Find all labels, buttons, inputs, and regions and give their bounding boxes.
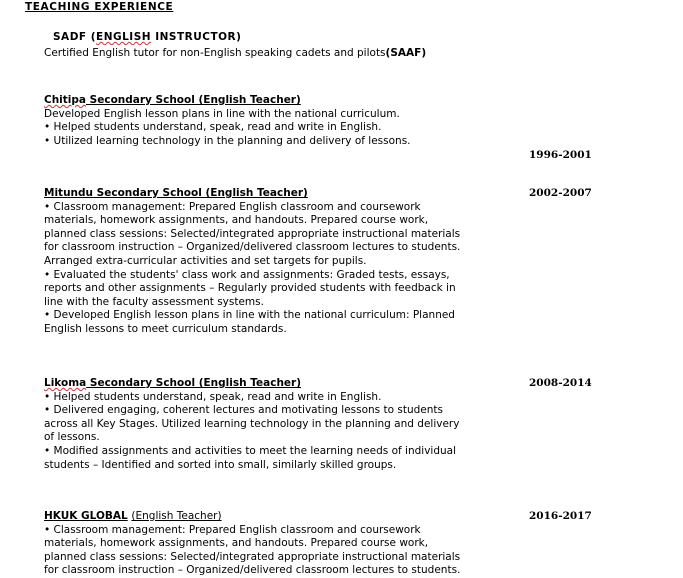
- job-date: 2008-2014: [529, 377, 592, 389]
- job-date: 1996-2001: [529, 149, 592, 161]
- job-line: English lessons to meet curriculum standards.: [44, 322, 287, 335]
- spellcheck-word: ENGLISH: [96, 31, 152, 43]
- job-line: • Classroom management: Prepared English classroom and coursework: [44, 200, 421, 213]
- job-line: • Utilized learning technology in the planning and delivery of lessons.: [44, 134, 411, 147]
- job-entry-chitipa: [44, 94, 484, 148]
- job-line: for classroom instruction – Organized/delivered classroom lectures to students.: [44, 564, 461, 577]
- job-line: • Helped students understand, speak, read and write in English.: [44, 121, 382, 134]
- job-line: of lessons.: [44, 431, 100, 444]
- job-line: materials, homework assignments, and handouts. Prepared course work,: [44, 537, 429, 550]
- job-line: • Evaluated the students' class work and assignments: Graded tests, essays,: [44, 268, 450, 281]
- job-date: 2016-2017: [529, 510, 592, 522]
- section-heading: TEACHING EXPERIENCE: [25, 1, 174, 13]
- job-line: across all Key Stages. Utilized learning technology in the planning and delivery: [44, 417, 460, 430]
- job-line: • Modified assignments and activities to meet the learning needs of individual: [44, 444, 457, 457]
- job-line: • Delivered engaging, coherent lectures and motivating lessons to students: [44, 404, 443, 417]
- job-line: Arranged extra-curricular activities and set targets for pupils.: [44, 254, 367, 267]
- job-title: HKUK GLOBAL (English Teacher): [44, 510, 222, 522]
- job-line: • Developed English lesson plans in line with the national curriculum: Planned: [44, 309, 455, 322]
- job-line: • Classroom management: Prepared English classroom and coursework: [44, 523, 421, 536]
- job-entry-mitundu: [44, 187, 484, 337]
- job-line: planned class sessions: Selected/integrated appropriate instructional materials: [44, 227, 461, 240]
- sadf-description: Certified English tutor for non-English speaking cadets and pilots(SAAF): [44, 47, 427, 59]
- job-title: Mitundu Secondary School (English Teacher): [44, 187, 308, 199]
- job-title: Likoma Secondary School (English Teacher): [44, 377, 302, 389]
- job-title: Chitipa Secondary School (English Teacher): [44, 94, 301, 106]
- job-line: planned class sessions: Selected/integrated appropriate instructional materials: [44, 550, 461, 563]
- sadf-title: SADF (ENGLISH INSTRUCTOR): [53, 31, 242, 43]
- job-line: materials, homework assignments, and handouts. Prepared course work,: [44, 214, 429, 227]
- job-entry-hkuk-global: [44, 510, 484, 578]
- job-line: students – Identified and sorted into small, similarly skilled groups.: [44, 458, 397, 471]
- job-date: 2002-2007: [529, 187, 592, 199]
- job-line: for classroom instruction – Organized/delivered classroom lectures to students.: [44, 241, 461, 254]
- job-line: Developed English lesson plans in line with the national curriculum.: [44, 107, 400, 120]
- job-line: line with the faculty assessment systems.: [44, 295, 264, 308]
- job-entry-likoma: [44, 377, 484, 472]
- job-line: • Helped students understand, speak, read and write in English.: [44, 390, 382, 403]
- job-line: reports and other assignments – Regularly provided students with feedback in: [44, 282, 456, 295]
